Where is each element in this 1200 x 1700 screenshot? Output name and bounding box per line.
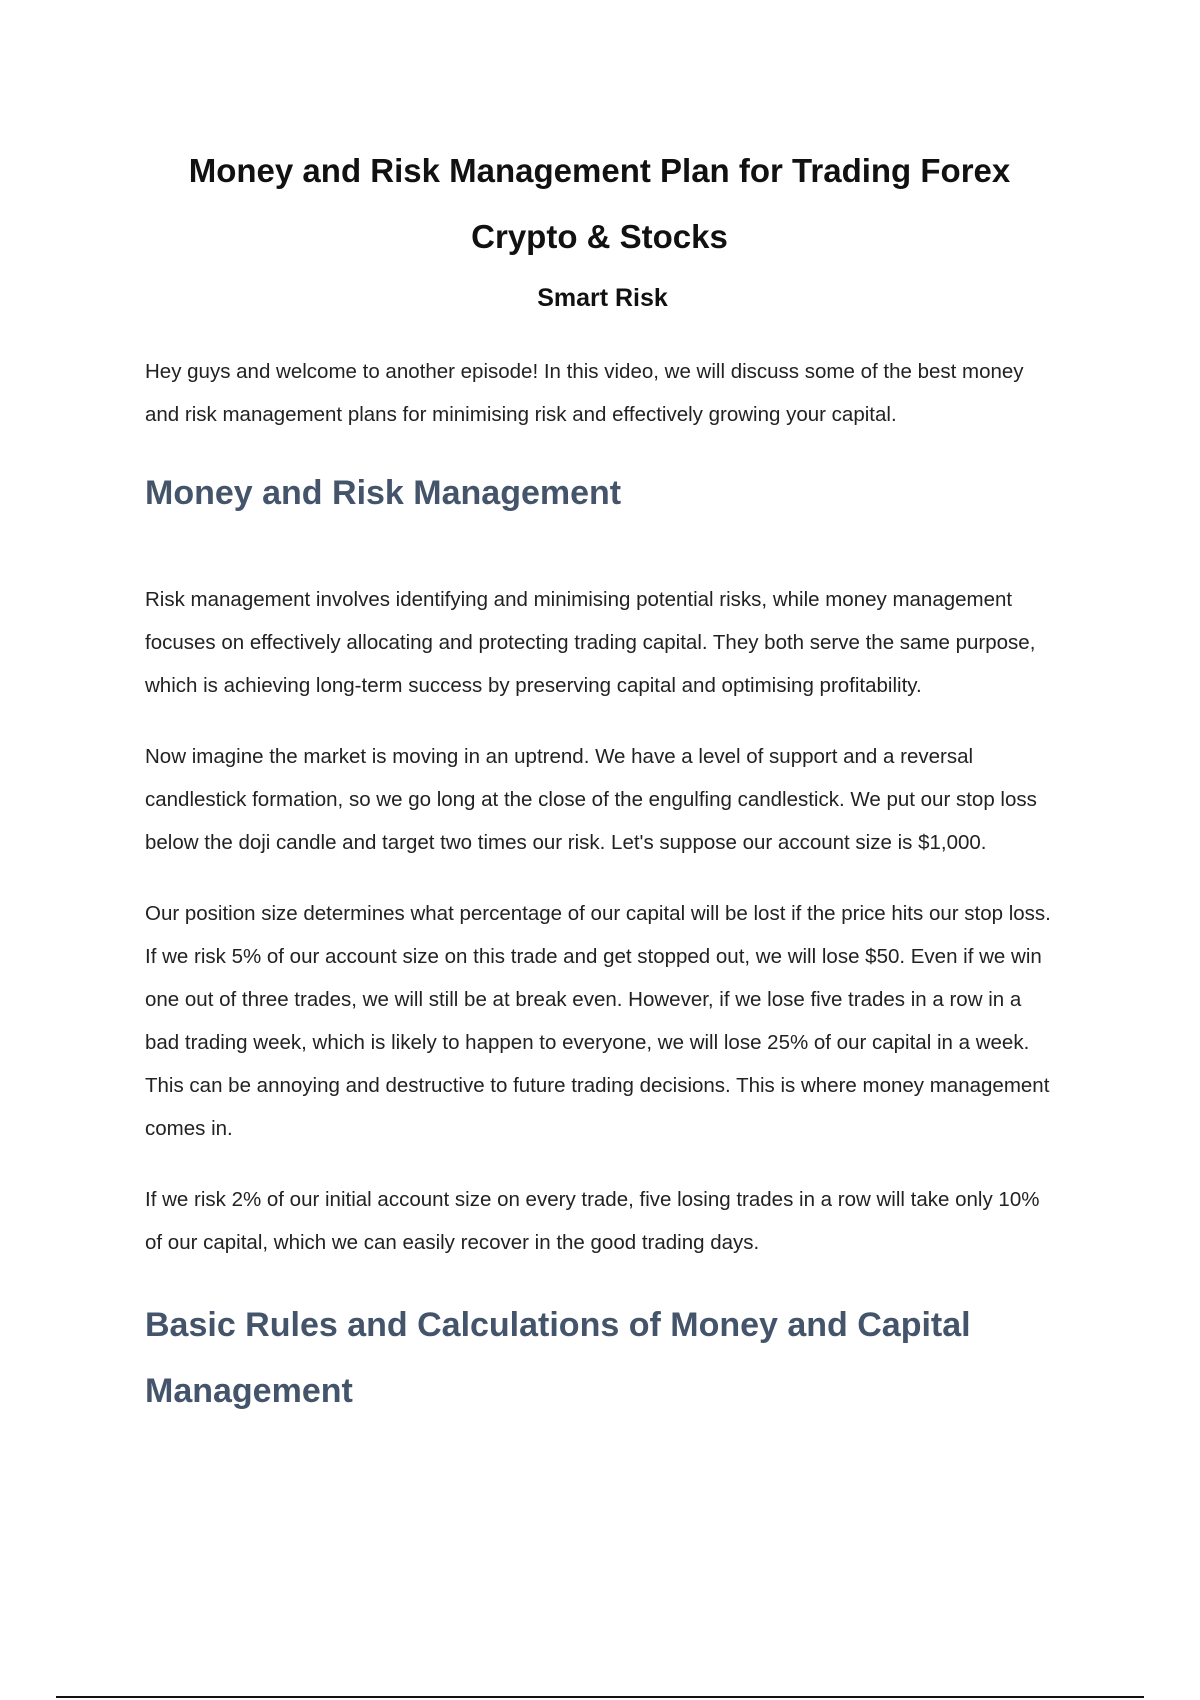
document-content [145,138,1060,1424]
section-heading-money-risk: Money and Risk Management [145,474,622,512]
body-paragraph: Risk management involves identifying and minimising potential risks, while money management focuses on effectively allocating and protecting trading capital. They both serve the same purpose, which is achieving long-term success by preserving capital and optimising profitability. [145,588,1036,697]
document-title: Money and Risk Management Plan for Trading Forex Crypto & Stocks [188,152,1011,255]
intro-paragraph: Hey guys and welcome to another episode! In this video, we will discuss some of the best money and risk management plans for minimising risk and effectively growing your capital. [145,360,1024,426]
section-body-money-risk [145,578,1060,1264]
page-bottom-divider [56,1696,1144,1698]
document-subtitle: Smart Risk [537,284,668,312]
section-heading-basic-rules: Basic Rules and Calculations of Money and Capital Management [145,1306,971,1410]
body-paragraph: Our position size determines what percentage of our capital will be lost if the price hits our stop loss. If we risk 5% of our account size on this trade and get stopped out, we will lose $50. Even if we win one out of three trades, we will still be at break even. However, if we lose five trades in a row in a bad trading week, which is likely to happen to everyone, we will lose 25% of our capital in a week. This can be annoying and destructive to future trading decisions. This is where money management comes in. [145,902,1051,1140]
body-paragraph: If we risk 2% of our initial account size on every trade, five losing trades in a row will take only 10% of our capital, which we can easily recover in the good trading days. [145,1188,1040,1254]
body-paragraph: Now imagine the market is moving in an uptrend. We have a level of support and a reversal candlestick formation, so we go long at the close of the engulfing candlestick. We put our stop loss below the doji candle and target two times our risk. Let's suppose our account size is $1,000. [145,745,1037,854]
